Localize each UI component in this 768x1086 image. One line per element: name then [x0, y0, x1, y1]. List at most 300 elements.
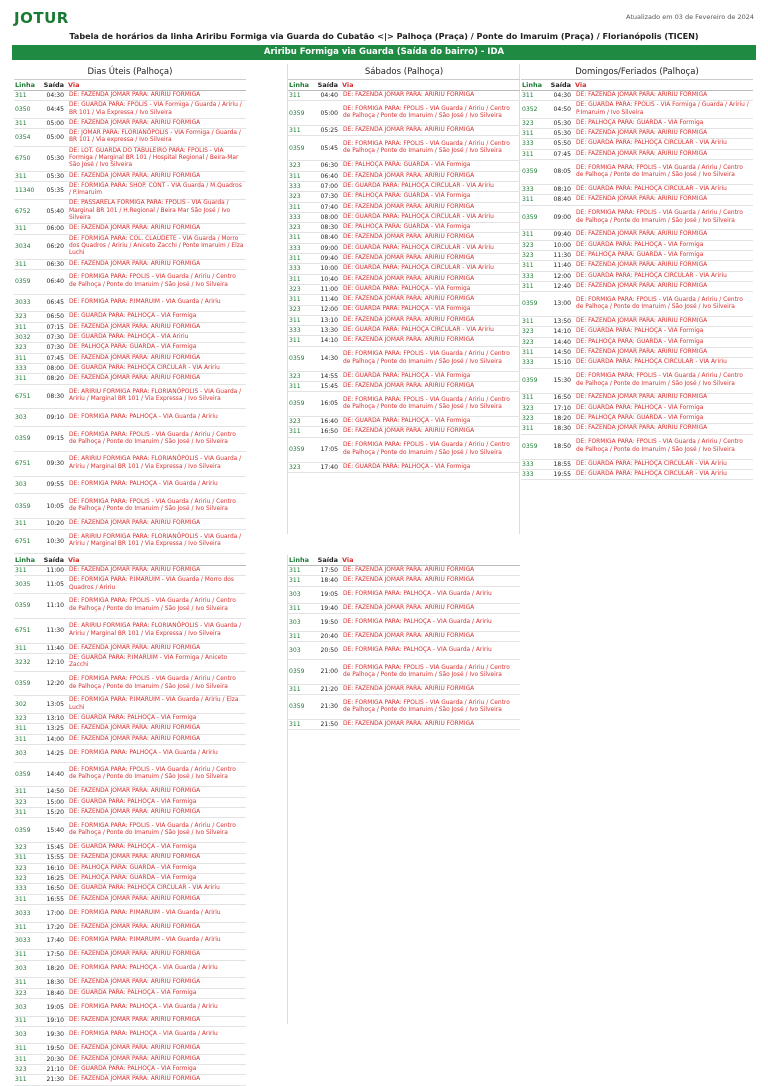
table-row	[288, 720, 520, 730]
departure-time: 21:00	[320, 668, 338, 676]
table-row	[288, 587, 520, 605]
route-description: DE: JOMAR PARA: FLORIANÓPOLIS - VIA Formiga / Guarda / BR 101 / Via expressa / Ivo Silveira	[69, 130, 241, 144]
route-description: DE: FAZENDA JOMAR PARA: ARIRIU FORMIGA	[343, 234, 475, 241]
table-row	[288, 316, 520, 326]
departure-time: 05:30	[46, 172, 64, 180]
route-description: DE: GUARDA PARA: PALHOÇA - VIA Formiga	[69, 798, 197, 805]
table-row	[521, 435, 753, 460]
header-via: Via	[68, 81, 80, 89]
route-description: DE: GUARDA PARA: PALHOÇA CIRCULAR - VIA Aririu	[343, 327, 494, 334]
table-row	[14, 978, 246, 988]
route-description: DE: PALHOÇA PARA: GUARDA - VIA Formiga	[576, 251, 704, 258]
section-saturdays	[288, 64, 520, 473]
route-description: DE: FORMIGA PARA: FPOLIS - VIA Guarda / Aririu / Centro de Palhoça / Ponte do Imaruim / São José / Ivo Silveira	[343, 442, 510, 456]
route-description: DE: GUARDA PARA: PALHOÇA CIRCULAR - VIA Aririu	[576, 359, 727, 366]
table-row	[521, 206, 753, 231]
table-row	[288, 427, 520, 437]
table-row	[14, 619, 246, 644]
route-number: 323	[522, 251, 534, 259]
route-number: 323	[522, 119, 534, 127]
departure-time: 04:45	[46, 105, 64, 113]
route-description: DE: FAZENDA JOMAR PARA: ARIRIU FORMIGA	[69, 923, 201, 930]
route-number: 311	[15, 808, 27, 816]
route-number: 0359	[15, 826, 31, 834]
table-row	[288, 223, 520, 233]
route-description: DE: FAZENDA JOMAR PARA: ARIRIU FORMIGA	[576, 318, 708, 325]
route-number: 323	[289, 162, 301, 170]
departure-time: 21:20	[320, 685, 338, 693]
departure-time: 04:40	[320, 91, 338, 99]
departure-time: 11:40	[553, 262, 571, 270]
departure-time: 14:40	[553, 338, 571, 346]
departure-time: 15:45	[320, 382, 338, 390]
departure-time: 13:10	[320, 316, 338, 324]
table-row	[288, 192, 520, 202]
route-description: DE: FORMIGA PARA: FPOLIS - VIA Guarda / Aririu / Centro de Palhoça / Ponte do Imaruim / São José / Ivo Silveira	[343, 351, 510, 365]
table-row	[14, 385, 246, 410]
table-row	[288, 126, 520, 136]
route-number: 333	[522, 359, 534, 367]
departure-time: 19:05	[46, 1003, 64, 1011]
departure-time: 11:30	[553, 251, 571, 259]
route-description: DE: FORMIGA PARA: FPOLIS - VIA Guarda / Aririu / Centro de Palhoça / Ponte do Imaruim / São José / Ivo Silveira	[343, 141, 510, 155]
departure-time: 19:10	[46, 1017, 64, 1025]
departure-time: 14:10	[320, 337, 338, 345]
departure-time: 05:00	[320, 109, 338, 117]
table-row	[521, 282, 753, 292]
route-number: 311	[289, 685, 301, 693]
table-row	[521, 348, 753, 358]
table-row	[14, 714, 246, 724]
header-via: Via	[342, 556, 354, 564]
route-number: 323	[289, 372, 301, 380]
route-number: 311	[522, 130, 534, 138]
route-description: DE: FAZENDA JOMAR PARA: ARIRIU FORMIGA	[69, 1055, 201, 1062]
route-number: 0359	[15, 278, 31, 286]
route-number: 311	[289, 428, 301, 436]
departure-time: 10:00	[320, 265, 338, 273]
departure-time: 08:30	[46, 392, 64, 400]
table-row	[521, 241, 753, 251]
route-description: DE: FORMIGA PARA: P.IMARUIM - VIA Guarda / Aririu	[69, 299, 221, 306]
departure-time: 08:10	[553, 185, 571, 193]
departure-time: 18:20	[553, 415, 571, 423]
route-description: DE: FORMIGA PARA: PALHOÇA - VIA Guarda / Aririu	[69, 749, 218, 756]
route-number: 311	[15, 644, 27, 652]
route-number: 323	[15, 864, 27, 872]
route-description: DE: FAZENDA JOMAR PARA: ARIRIU FORMIGA	[343, 605, 475, 612]
departure-time: 10:30	[46, 537, 64, 545]
route-description: DE: FAZENDA JOMAR PARA: ARIRIU FORMIGA	[69, 788, 201, 795]
departure-time: 07:30	[320, 193, 338, 201]
table-row	[14, 950, 246, 960]
table-header	[14, 555, 246, 566]
table-row	[14, 989, 246, 999]
departure-time: 15:00	[46, 798, 64, 806]
table-row	[521, 185, 753, 195]
route-number: 333	[289, 265, 301, 273]
table-row	[14, 1055, 246, 1065]
departure-time: 17:20	[46, 923, 64, 931]
section-title: Dias Úteis (Palhoça)	[14, 64, 246, 80]
table-row	[521, 119, 753, 129]
route-description: DE: FAZENDA JOMAR PARA: ARIRIU FORMIGA	[343, 127, 475, 134]
header-saida: Saída	[317, 556, 338, 564]
route-description: DE: FAZENDA JOMAR PARA: ARIRIU FORMIGA	[69, 951, 201, 958]
route-description: DE: FAZENDA JOMAR PARA: ARIRIU FORMIGA	[69, 323, 201, 330]
table-row	[288, 576, 520, 586]
route-number: 311	[522, 262, 534, 270]
departure-time: 05:25	[320, 127, 338, 135]
route-number: 0359	[15, 502, 31, 510]
route-number: 311	[15, 566, 27, 574]
departure-time: 06:30	[46, 260, 64, 268]
route-number: 3033	[15, 909, 31, 917]
route-number: 0359	[522, 376, 538, 384]
departure-time: 07:45	[553, 150, 571, 158]
departure-time: 18:40	[320, 577, 338, 585]
route-number: 323	[15, 1065, 27, 1073]
route-number: 311	[15, 260, 27, 268]
table-row	[521, 129, 753, 139]
table-row	[521, 292, 753, 317]
route-number: 0352	[522, 105, 538, 113]
route-description: DE: FAZENDA JOMAR PARA: ARIRIU FORMIGA	[69, 735, 201, 742]
route-description: DE: FAZENDA JOMAR PARA: ARIRIU FORMIGA	[576, 130, 708, 137]
route-number: 323	[289, 193, 301, 201]
departure-time: 07:30	[46, 333, 64, 341]
table-row	[14, 905, 246, 923]
header-via: Via	[68, 556, 80, 564]
table-row	[288, 161, 520, 171]
route-description: DE: FAZENDA JOMAR PARA: ARIRIU FORMIGA	[576, 348, 708, 355]
table-row	[14, 566, 246, 576]
route-number: 6752	[15, 207, 31, 215]
route-description: DE: ARIRIU FORMIGA PARA: FLORIANÓPOLIS - VIA Guarda / Aririu / Marginal BR 101 / Via Expressa / Ivo Silveira	[69, 534, 242, 548]
section-weekdays-continued	[14, 555, 246, 1086]
table-row	[14, 843, 246, 853]
direction-banner: Ariribu Formiga via Guarda (Saída do bairro) - IDA	[12, 45, 756, 60]
table-row	[14, 798, 246, 808]
header-linha: Linha	[15, 556, 36, 564]
route-description: DE: FAZENDA JOMAR PARA: ARIRIU FORMIGA	[69, 854, 201, 861]
route-number: 311	[289, 234, 301, 242]
table-row	[288, 382, 520, 392]
route-description: DE: GUARDA PARA: PALHOÇA CIRCULAR - VIA Aririu	[576, 140, 727, 147]
departure-time: 08:40	[553, 196, 571, 204]
route-number: 323	[522, 415, 534, 423]
departure-time: 20:30	[46, 1055, 64, 1063]
route-number: 0359	[522, 300, 538, 308]
route-description: DE: FORMIGA PARA: FPOLIS - VIA Guarda / Aririu / Centro de Palhoça / Ponte do Imaruim / São José / Ivo Silveira	[343, 105, 510, 120]
route-number: 323	[522, 338, 534, 346]
departure-time: 18:30	[553, 425, 571, 433]
route-number: 311	[522, 348, 534, 356]
table-row	[521, 358, 753, 368]
departure-time: 21:30	[46, 1076, 64, 1084]
departure-time: 06:40	[320, 172, 338, 180]
departure-time: 05:30	[553, 130, 571, 138]
departure-time: 16:55	[46, 895, 64, 903]
route-number: 333	[522, 140, 534, 148]
route-number: 3035	[15, 580, 31, 588]
table-row	[14, 923, 246, 933]
table-row	[14, 672, 246, 697]
route-description: DE: LOT. GUARDA DO TABULEIRO PARA: FPOLIS - VIA Formiga / Marginal BR 101 / Hospital Regional / Beira-Mar São José / Ivo Silveira	[69, 147, 239, 169]
departure-time: 19:40	[320, 605, 338, 613]
table-row	[14, 808, 246, 818]
route-description: DE: FAZENDA JOMAR PARA: ARIRIU FORMIGA	[576, 425, 708, 432]
route-description: DE: FAZENDA JOMAR PARA: ARIRIU FORMIGA	[69, 225, 201, 232]
route-description: DE: GUARDA PARA: FPOLIS - VIA Formiga / Guarda / Aririu / BR 101 / Via Expressa / Ivo Silveira	[69, 102, 242, 116]
table-row	[521, 101, 753, 119]
departure-time: 17:50	[46, 951, 64, 959]
route-number: 311	[15, 1076, 27, 1084]
departure-time: 14:40	[46, 770, 64, 778]
table-row	[521, 369, 753, 394]
table-row	[288, 213, 520, 223]
table-row	[14, 101, 246, 119]
route-description: DE: FORMIGA PARA: P.IMARUIM - VIA Guarda / Aririu	[69, 909, 221, 916]
table-row	[14, 333, 246, 343]
table-row	[14, 874, 246, 884]
route-number: 0359	[289, 703, 305, 711]
route-description: DE: GUARDA PARA: PALHOÇA - VIA Formiga	[69, 844, 197, 851]
departure-time: 10:40	[320, 275, 338, 283]
route-number: 0359	[522, 442, 538, 450]
table-row	[14, 895, 246, 905]
route-description: DE: FAZENDA JOMAR PARA: ARIRIU FORMIGA	[343, 91, 475, 98]
route-description: DE: GUARDA PARA: PALHOÇA - VIA Formiga	[343, 285, 471, 292]
departure-time: 09:40	[320, 254, 338, 262]
route-number: 311	[522, 231, 534, 239]
table-row	[14, 1027, 246, 1045]
route-description: DE: FORMIGA PARA: PALHOÇA - VIA Guarda / Aririu	[343, 619, 492, 626]
route-number: 323	[522, 404, 534, 412]
route-number: 311	[289, 254, 301, 262]
departure-time: 05:40	[46, 207, 64, 215]
departure-time: 08:20	[46, 375, 64, 383]
route-description: DE: GUARDA PARA: PALHOÇA CIRCULAR - VIA Aririu	[576, 185, 727, 192]
route-description: DE: GUARDA PARA: PALHOÇA CIRCULAR - VIA Aririu	[343, 244, 494, 251]
route-number: 311	[289, 296, 301, 304]
route-number: 303	[15, 1003, 27, 1011]
departure-time: 14:10	[553, 328, 571, 336]
section-sundays-holidays	[521, 64, 753, 480]
route-description: DE: FORMIGA PARA: SHOP. CONT - VIA Guarda / M.Quadros / P.Imaruim	[69, 182, 242, 197]
table-row	[288, 695, 520, 720]
route-number: 311	[289, 275, 301, 283]
table-row	[521, 261, 753, 271]
table-row	[288, 685, 520, 695]
table-row	[521, 91, 753, 101]
table-row	[14, 409, 246, 427]
table-row	[14, 200, 246, 225]
departure-time: 21:50	[320, 720, 338, 728]
route-number: 333	[289, 182, 301, 190]
departure-time: 07:15	[46, 323, 64, 331]
departure-time: 14:50	[46, 788, 64, 796]
table-row	[14, 312, 246, 322]
route-description: DE: PALHOÇA PARA: GUARDA - VIA Formiga	[69, 864, 197, 871]
departure-time: 17:40	[320, 463, 338, 471]
departure-time: 06:30	[320, 162, 338, 170]
table-row	[14, 594, 246, 619]
table-row	[521, 195, 753, 205]
table-row	[14, 182, 246, 200]
route-number: 303	[15, 413, 27, 421]
table-header	[14, 80, 246, 91]
route-number: 303	[15, 749, 27, 757]
route-description: DE: FORMIGA PARA: P.IMARUIM - VIA Guarda / Aririu / Elza Luchi	[69, 697, 239, 711]
route-number: 0354	[15, 133, 31, 141]
route-description: DE: FAZENDA JOMAR PARA: ARIRIU FORMIGA	[343, 337, 475, 344]
route-description: DE: GUARDA PARA: PALHOÇA CIRCULAR - VIA Aririu	[576, 272, 727, 279]
route-description: DE: FORMIGA PARA: P.IMARUIM - VIA Guarda / Morro dos Quadros / Aririu	[69, 577, 234, 591]
departure-time: 14:00	[46, 735, 64, 743]
departure-time: 08:40	[320, 234, 338, 242]
route-number: 311	[289, 127, 301, 135]
route-number: 6751	[15, 392, 31, 400]
route-number: 311	[15, 1017, 27, 1025]
departure-time: 15:10	[553, 359, 571, 367]
route-number: 311	[289, 605, 301, 613]
route-number: 302	[15, 701, 27, 709]
route-number: 303	[289, 591, 301, 599]
departure-time: 18:40	[46, 989, 64, 997]
table-row	[288, 101, 520, 126]
route-description: DE: FAZENDA JOMAR PARA: ARIRIU FORMIGA	[69, 1017, 201, 1024]
table-row	[521, 139, 753, 149]
table-row	[14, 961, 246, 979]
departure-time: 08:05	[553, 168, 571, 176]
table-row	[288, 172, 520, 182]
table-row	[14, 654, 246, 672]
departure-time: 13:30	[320, 327, 338, 335]
departure-time: 18:30	[46, 979, 64, 987]
table-row	[14, 519, 246, 529]
route-number: 0359	[522, 213, 538, 221]
route-description: DE: GUARDA PARA: PALHOÇA - VIA Formiga	[576, 404, 704, 411]
table-row	[288, 463, 520, 473]
route-number: 0359	[289, 354, 305, 362]
table-row	[288, 566, 520, 576]
route-description: DE: FORMIGA PARA: FPOLIS - VIA Guarda / Aririu / Centro de Palhoça / Ponte do Imaruim / São José / Ivo Silveira	[576, 373, 743, 387]
route-number: 333	[522, 460, 534, 468]
route-number: 311	[15, 788, 27, 796]
table-row	[14, 696, 246, 714]
table-row	[14, 119, 246, 129]
route-number: 303	[15, 481, 27, 489]
route-number: 311	[15, 979, 27, 987]
route-number: 0359	[289, 400, 305, 408]
header-linha: Linha	[289, 81, 310, 89]
table-row	[521, 327, 753, 337]
route-number: 311	[15, 323, 27, 331]
departure-time: 09:00	[320, 244, 338, 252]
table-row	[14, 224, 246, 234]
route-number: 311	[15, 91, 27, 99]
route-number: 323	[15, 714, 27, 722]
route-number: 0359	[522, 168, 538, 176]
header-saida: Saída	[317, 81, 338, 89]
route-number: 303	[15, 965, 27, 973]
route-description: DE: FAZENDA JOMAR PARA: ARIRIU FORMIGA	[343, 172, 475, 179]
route-description: DE: GUARDA PARA: PALHOÇA - VIA Aririu	[69, 333, 189, 340]
departure-time: 11:05	[46, 580, 64, 588]
route-number: 311	[522, 394, 534, 402]
table-row	[14, 724, 246, 734]
route-number: 311	[15, 895, 27, 903]
departure-time: 06:20	[46, 242, 64, 250]
route-number: 323	[15, 344, 27, 352]
route-number: 3034	[15, 242, 31, 250]
route-number: 0359	[15, 435, 31, 443]
route-description: DE: FORMIGA PARA: P.IMARUIM - VIA Guarda / Aririu	[69, 937, 221, 944]
section-weekdays	[14, 64, 246, 554]
departure-time: 10:05	[46, 502, 64, 510]
route-number: 311	[289, 382, 301, 390]
departure-time: 17:50	[320, 566, 338, 574]
departure-time: 07:30	[46, 344, 64, 352]
route-description: DE: GUARDA PARA: PALHOÇA CIRCULAR - VIA Aririu	[343, 213, 494, 220]
route-number: 311	[522, 91, 534, 99]
route-description: DE: FAZENDA JOMAR PARA: ARIRIU FORMIGA	[69, 172, 201, 179]
route-number: 323	[289, 418, 301, 426]
departure-time: 10:20	[46, 520, 64, 528]
route-number: 0359	[15, 679, 31, 687]
departure-time: 12:40	[553, 282, 571, 290]
table-row	[14, 323, 246, 333]
route-number: 333	[15, 364, 27, 372]
jotur-logo: JOTUR	[14, 9, 69, 27]
route-number: 333	[522, 185, 534, 193]
table-row	[14, 260, 246, 270]
departure-time: 08:30	[320, 224, 338, 232]
table-row	[14, 172, 246, 182]
table-row	[288, 614, 520, 632]
table-row	[14, 1044, 246, 1054]
route-number: 0359	[15, 770, 31, 778]
table-row	[14, 884, 246, 894]
table-row	[521, 230, 753, 240]
route-number: 333	[522, 272, 534, 280]
route-number: 323	[15, 989, 27, 997]
table-row	[288, 660, 520, 685]
departure-time: 19:50	[320, 619, 338, 627]
route-description: DE: FAZENDA JOMAR PARA: ARIRIU FORMIGA	[576, 231, 708, 238]
table-row	[14, 999, 246, 1017]
table-row	[14, 295, 246, 313]
table-row	[288, 295, 520, 305]
departure-time: 11:40	[46, 644, 64, 652]
route-description: DE: FORMIGA PARA: FPOLIS - VIA Guarda / Aririu / Centro de Palhoça / Ponte do Imaruim / São José / Ivo Silveira	[69, 598, 236, 612]
table-row	[288, 275, 520, 285]
table-row	[521, 272, 753, 282]
departure-time: 16:50	[46, 885, 64, 893]
departure-time: 06:45	[46, 299, 64, 307]
departure-time: 20:50	[320, 646, 338, 654]
table-row	[288, 604, 520, 614]
table-row	[14, 1065, 246, 1075]
route-number: 323	[289, 285, 301, 293]
route-description: DE: FAZENDA JOMAR PARA: ARIRIU FORMIGA	[576, 282, 708, 289]
route-description: DE: ARIRIU FORMIGA PARA: FLORIANÓPOLIS - VIA Guarda / Aririu / Marginal BR 101 / Via Expressa / Ivo Silveira	[69, 389, 242, 403]
departure-time: 14:55	[320, 372, 338, 380]
route-description: DE: FAZENDA JOMAR PARA: ARIRIU FORMIGA	[69, 520, 201, 527]
route-description: DE: PALHOÇA PARA: GUARDA - VIA Formiga	[343, 224, 471, 231]
route-description: DE: GUARDA PARA: PALHOÇA - VIA Formiga	[343, 418, 471, 425]
